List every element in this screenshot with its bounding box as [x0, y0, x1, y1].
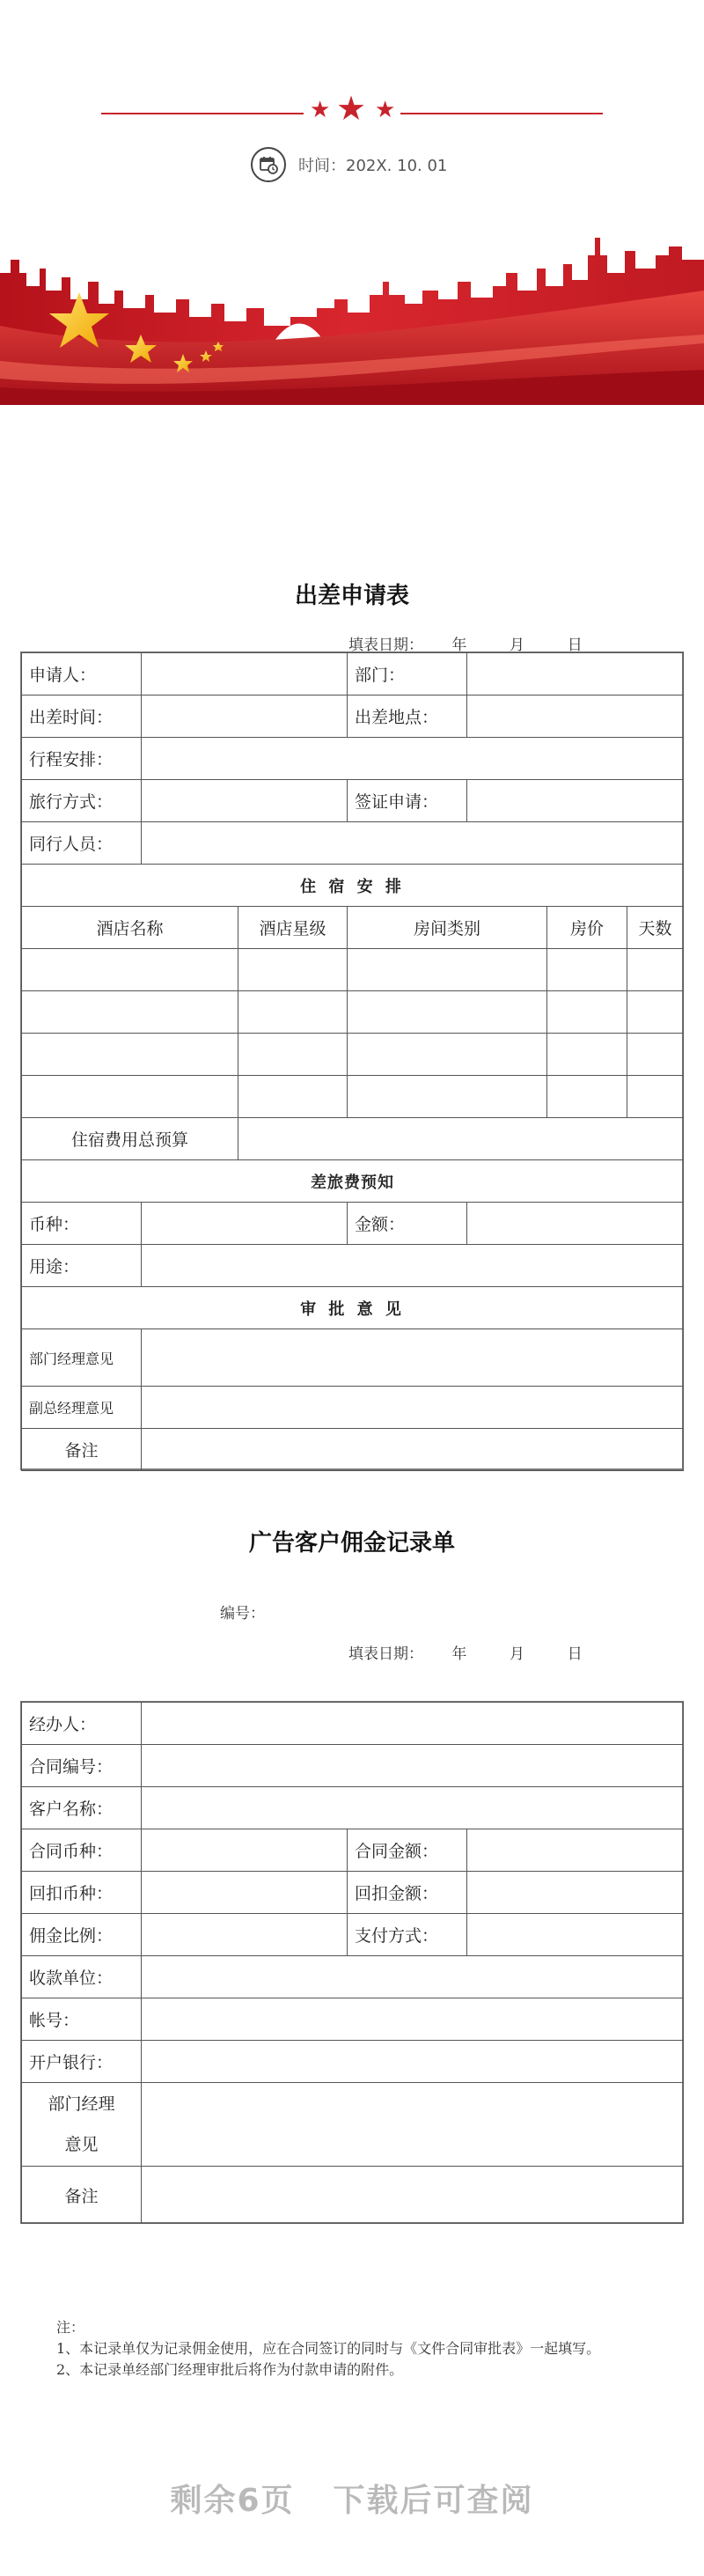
cell[interactable]: [627, 991, 684, 1034]
download-to-view-label: 下载后可查阅: [333, 2483, 534, 2519]
col-room-price: 房价: [547, 907, 627, 949]
contract-no-label: 合同编号：: [22, 1745, 142, 1787]
dept-manager-field[interactable]: [142, 1329, 684, 1387]
table-row: [22, 1203, 684, 1245]
bank-label: 开户银行：: [22, 2041, 142, 2083]
itinerary-field[interactable]: [142, 738, 684, 780]
cell[interactable]: [22, 1076, 238, 1118]
table-row: [22, 696, 684, 738]
cell[interactable]: [238, 1034, 348, 1076]
dept-manager-line1: 部门经理: [48, 2094, 115, 2114]
cell[interactable]: [627, 949, 684, 991]
note-item: 1、本记录单仅为记录佣金使用，应在合同签订的同时与《文件合同审批表》一起填写。: [56, 2340, 601, 2357]
rebate-amount-label: 回扣金额：: [348, 1872, 467, 1914]
payment-method-field[interactable]: [467, 1914, 684, 1956]
applicant-label: 申请人：: [22, 653, 142, 696]
payee-label: 收款单位：: [22, 1956, 142, 1998]
cell[interactable]: [547, 949, 627, 991]
department-field[interactable]: [467, 653, 684, 696]
decorative-line-left: [101, 113, 304, 114]
table-row: [22, 2083, 684, 2167]
rebate-currency-field[interactable]: [142, 1872, 348, 1914]
travel-mode-label: 旅行方式：: [22, 780, 142, 822]
cell[interactable]: [238, 1076, 348, 1118]
commission-ratio-field[interactable]: [142, 1914, 348, 1956]
cell[interactable]: [547, 1034, 627, 1076]
table-row: [22, 1118, 684, 1160]
star-icon: ★: [375, 97, 396, 123]
client-name-field[interactable]: [142, 1787, 684, 1829]
table-row: [22, 1787, 684, 1829]
table-row: [22, 1829, 684, 1872]
cell[interactable]: [238, 991, 348, 1034]
form2-title: 广告客户佣金记录单: [248, 1530, 455, 1557]
visa-label: 签证申请：: [348, 780, 467, 822]
star-icon: ★: [336, 89, 367, 128]
account-label: 帐号：: [22, 1998, 142, 2041]
cell[interactable]: [348, 1034, 547, 1076]
remark-label: 备注: [22, 2167, 142, 2224]
lodging-section-heading: 住 宿 安 排: [22, 865, 684, 907]
notes: [56, 2317, 628, 2381]
table-row: [22, 1245, 684, 1287]
table-row: [22, 1287, 684, 1329]
time-label: 时间：202X. 10. 01: [298, 157, 448, 175]
table-row: [22, 1387, 684, 1429]
visa-field[interactable]: [467, 780, 684, 822]
itinerary-label: 行程安排：: [22, 738, 142, 780]
remark-label: 备注: [22, 1429, 142, 1471]
dept-manager-label: 部门经理意见: [22, 1329, 142, 1387]
cell[interactable]: [22, 949, 238, 991]
time-info: [251, 145, 447, 184]
table-row: [22, 1745, 684, 1787]
cell[interactable]: [348, 991, 547, 1034]
decorative-line-right: [400, 113, 603, 114]
trip-place-label: 出差地点：: [348, 696, 467, 738]
lodging-budget-field[interactable]: [238, 1118, 684, 1160]
cell[interactable]: [627, 1034, 684, 1076]
cell[interactable]: [22, 991, 238, 1034]
lodging-budget-label: 住宿费用总预算: [22, 1118, 238, 1160]
department-label: 部门：: [348, 653, 467, 696]
remaining-pages-label: 剩余6页: [170, 2483, 295, 2519]
col-days: 天数: [627, 907, 684, 949]
commission-ratio-label: 佣金比例：: [22, 1914, 142, 1956]
amount-label: 金额：: [348, 1203, 467, 1245]
client-name-label: 客户名称：: [22, 1787, 142, 1829]
contract-currency-field[interactable]: [142, 1829, 348, 1872]
purpose-label: 用途：: [22, 1245, 142, 1287]
star-icon: ★: [310, 97, 331, 123]
currency-field[interactable]: [142, 1203, 348, 1245]
table-row: [22, 822, 684, 865]
form2-table: [21, 1702, 684, 2224]
table-row: [22, 1703, 684, 1745]
trip-place-field[interactable]: [467, 696, 684, 738]
cell[interactable]: [22, 1034, 238, 1076]
trip-time-field[interactable]: [142, 696, 348, 738]
cell[interactable]: [627, 1076, 684, 1118]
expense-section-heading: 差旅费预知: [22, 1160, 684, 1203]
skyline-banner: [0, 220, 704, 405]
cell[interactable]: [348, 949, 547, 991]
form1-title: 出差申请表: [294, 583, 409, 609]
col-hotel-stars: 酒店星级: [238, 907, 348, 949]
table-row: [22, 949, 684, 991]
trip-time-label: 出差时间：: [22, 696, 142, 738]
rebate-currency-label: 回扣币种：: [22, 1872, 142, 1914]
table-row: [22, 907, 684, 949]
table-row: [22, 780, 684, 822]
note-item: 2、本记录单经部门经理审批后将作为付款申请的附件。: [56, 2361, 404, 2378]
dept-manager-opinion-field[interactable]: [142, 2083, 684, 2167]
cell[interactable]: [547, 1076, 627, 1118]
calendar-clock-icon: [251, 147, 286, 182]
payee-field[interactable]: [142, 1956, 684, 1998]
table-row: [22, 2167, 684, 2224]
currency-label: 币种：: [22, 1203, 142, 1245]
cell[interactable]: [348, 1076, 547, 1118]
col-room-type: 房间类别: [348, 907, 547, 949]
handler-label: 经办人：: [22, 1703, 142, 1745]
table-row: [22, 1429, 684, 1471]
rebate-amount-field[interactable]: [467, 1872, 684, 1914]
table-row: [22, 1914, 684, 1956]
table-row: [22, 1956, 684, 1998]
dept-manager-opinion-label: [22, 2083, 142, 2167]
form2-number-label: 编号：: [220, 1605, 265, 1623]
notes-heading: 注：: [56, 2319, 85, 2336]
table-row: [22, 2041, 684, 2083]
vp-label: 副总经理意见: [22, 1387, 142, 1429]
payment-method-label: 支付方式：: [348, 1914, 467, 1956]
table-row: [22, 1160, 684, 1203]
dept-manager-line2: 意见: [64, 2135, 99, 2154]
col-hotel-name: 酒店名称: [22, 907, 238, 949]
cell[interactable]: [238, 949, 348, 991]
contract-amount-field[interactable]: [467, 1829, 684, 1872]
applicant-field[interactable]: [142, 653, 348, 696]
travel-mode-field[interactable]: [142, 780, 348, 822]
table-row: [22, 738, 684, 780]
contract-no-field[interactable]: [142, 1745, 684, 1787]
cell[interactable]: [547, 991, 627, 1034]
contract-amount-label: 合同金额：: [348, 1829, 467, 1872]
form1-table: [21, 652, 684, 1471]
table-row: [22, 1034, 684, 1076]
bank-field[interactable]: [142, 2041, 684, 2083]
contract-currency-label: 合同币种：: [22, 1829, 142, 1872]
form1-date-line: 填表日期： 年 月 日: [348, 637, 583, 654]
table-row: [22, 991, 684, 1034]
companions-label: 同行人员：: [22, 822, 142, 865]
remark-field[interactable]: [142, 2167, 684, 2224]
table-row: [22, 1076, 684, 1118]
table-row: [22, 1998, 684, 2041]
companions-field[interactable]: [142, 822, 684, 865]
table-row: [22, 865, 684, 907]
purpose-field[interactable]: [142, 1245, 684, 1287]
table-row: [22, 1872, 684, 1914]
remark-field[interactable]: [142, 1429, 684, 1471]
amount-field[interactable]: [467, 1203, 684, 1245]
table-row: [22, 653, 684, 696]
approval-section-heading: 审 批 意 见: [22, 1287, 684, 1329]
table-row: [22, 1329, 684, 1387]
download-prompt[interactable]: [0, 2476, 704, 2521]
vp-field[interactable]: [142, 1387, 684, 1429]
form2-date-line: 填表日期： 年 月 日: [348, 1645, 583, 1663]
account-field[interactable]: [142, 1998, 684, 2041]
handler-field[interactable]: [142, 1703, 684, 1745]
